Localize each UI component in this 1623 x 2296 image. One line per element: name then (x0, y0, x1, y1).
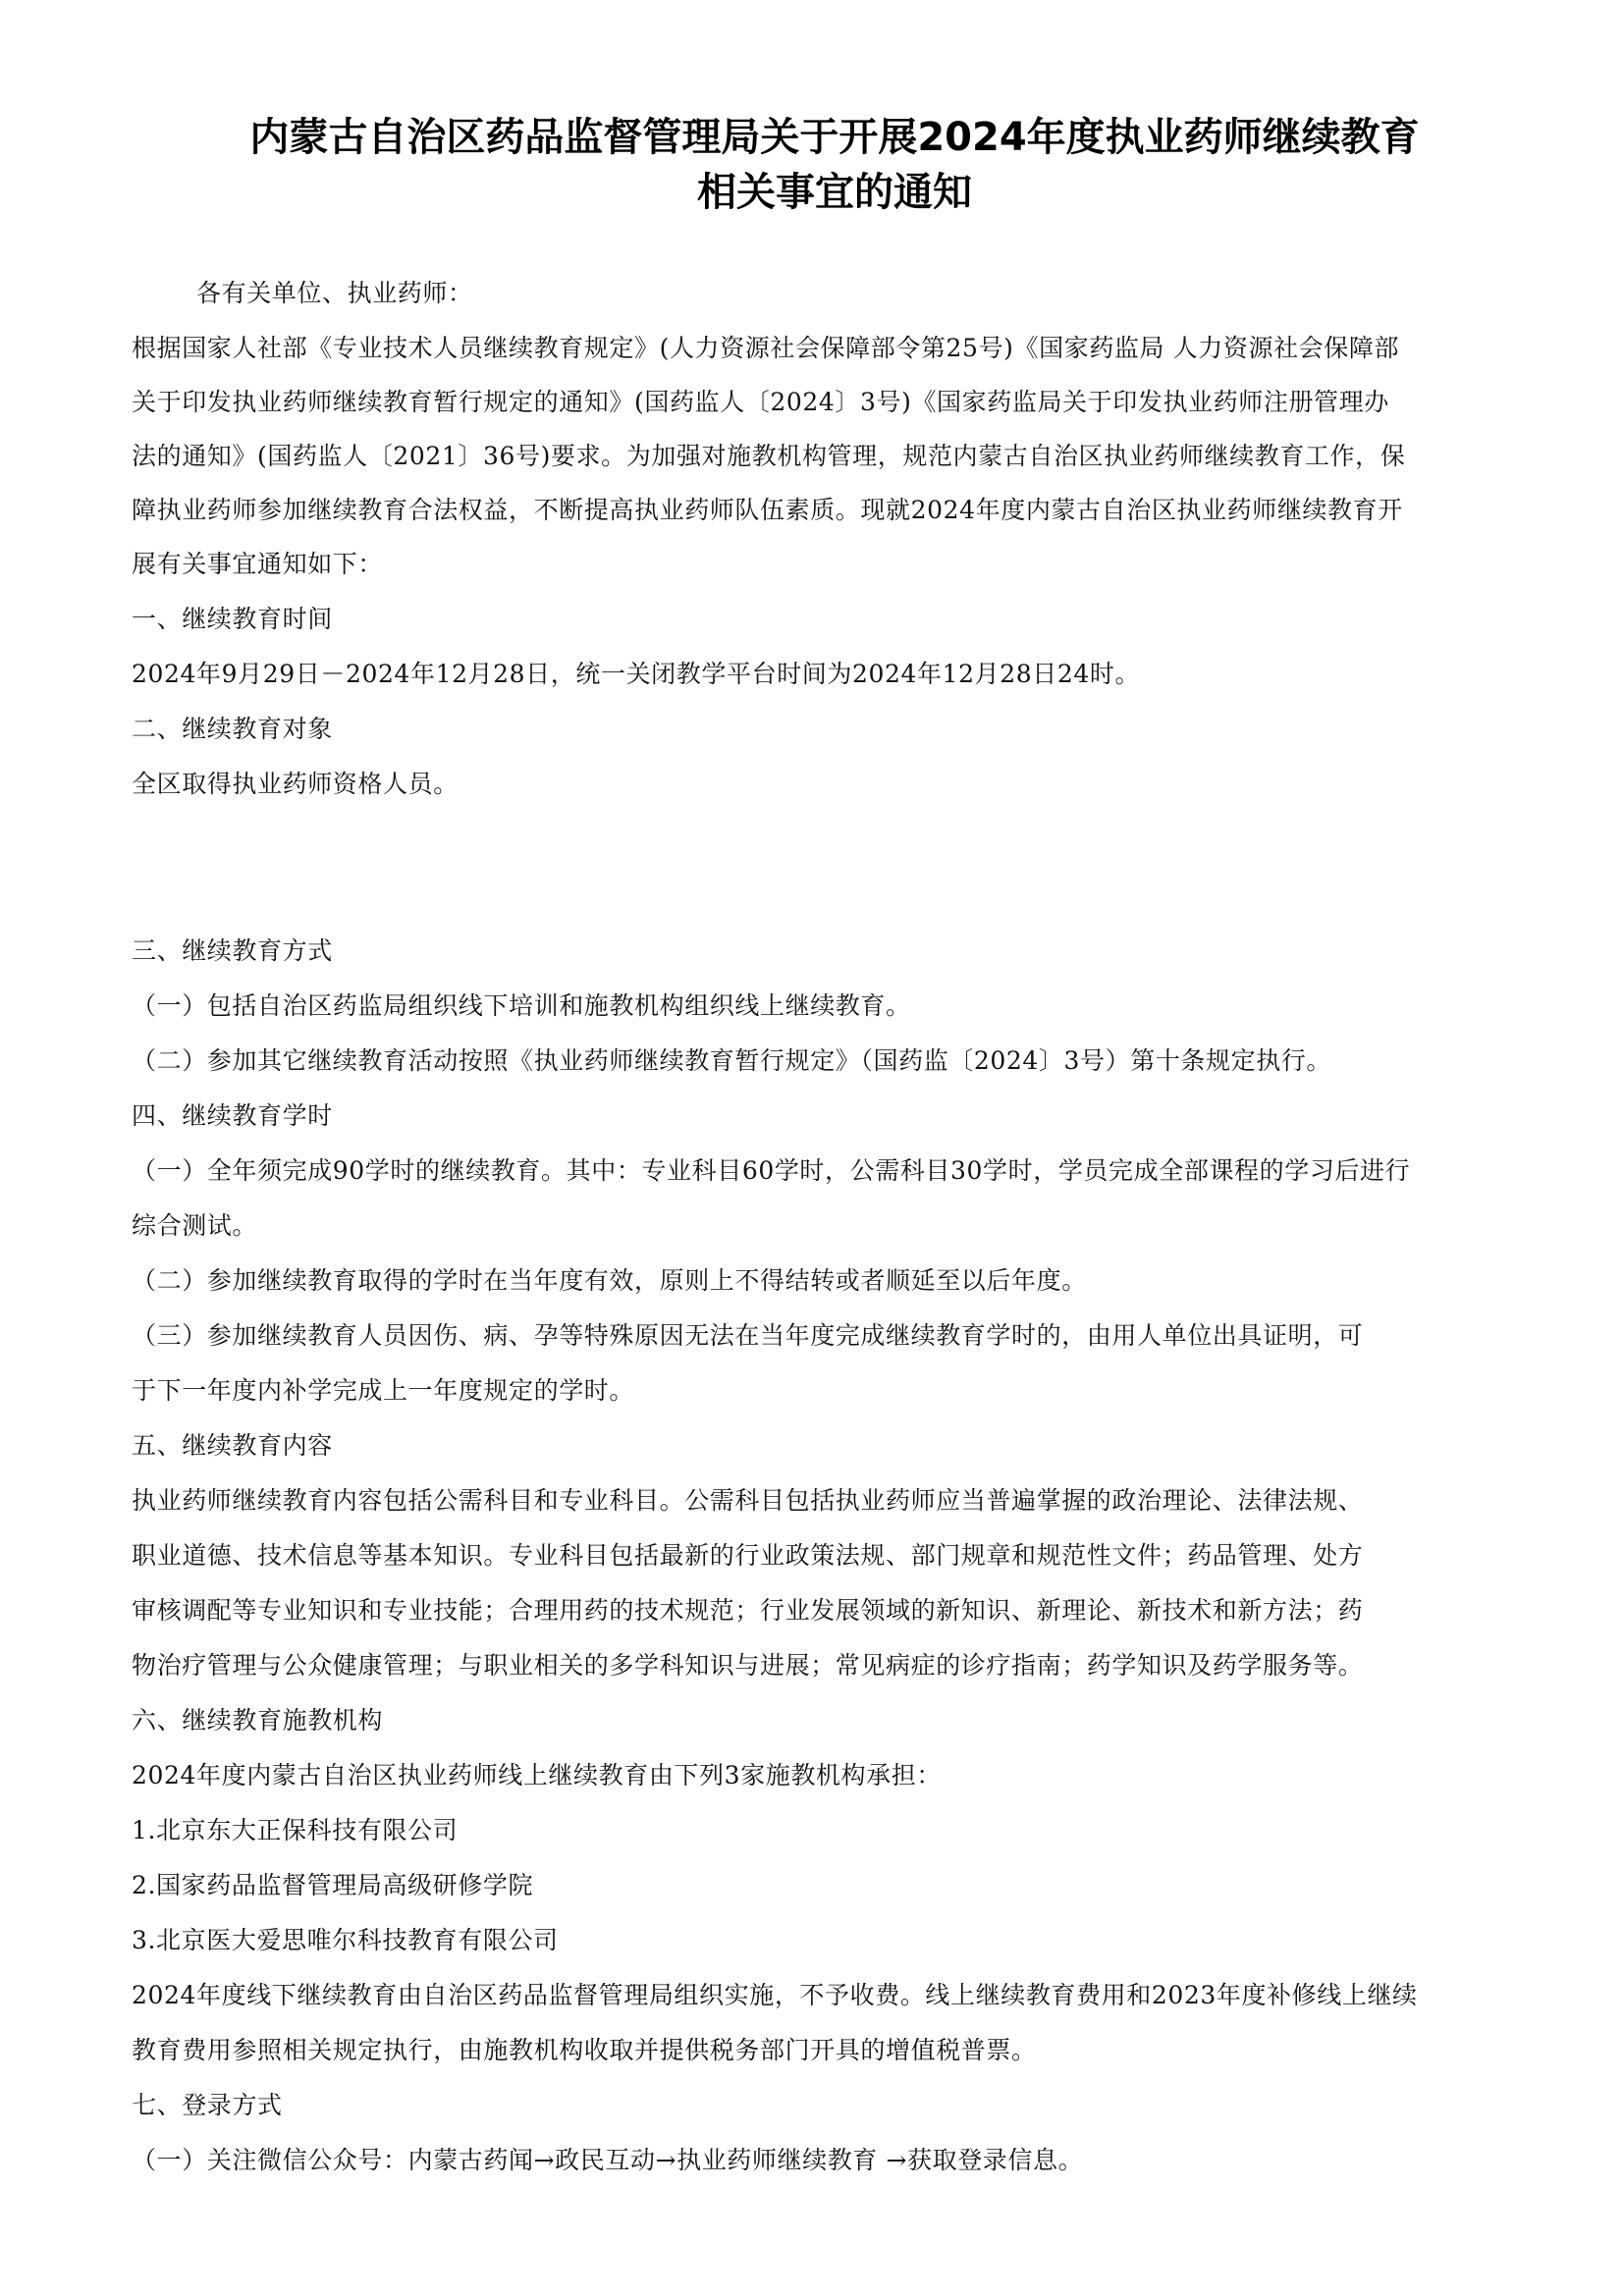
section-body-time: 2024年9月29日－2024年12月28日，统一关闭教学平台时间为2024年12月28日24时。 (132, 660, 1141, 688)
content-line: 职业道德、技术信息等基本知识。专业科目包括最新的行业政策法规、部门规章和规范性文件；药品管理、处方 (132, 1541, 1364, 1570)
method-item: （二）参加其它继续教育活动按照《执业药师继续教育暂行规定》（国药监〔2024〕3号）第十条规定执行。 (132, 1046, 1332, 1075)
salutation: 各有关单位、执业药师： (196, 279, 473, 307)
document-title-line-2: 相关事宜的通知 (697, 170, 972, 215)
fees-line: 教育费用参照相关规定执行，由施教机构收取并提供税务部门开具的增值税普票。 (132, 2036, 1037, 2064)
login-line: （一）关注微信公众号：内蒙古药闻→政民互动→执业药师继续教育 →获取登录信息。 (132, 2146, 1084, 2174)
section-body-target: 全区取得执业药师资格人员。 (132, 770, 459, 798)
section-heading-hours: 四、继续教育学时 (132, 1101, 333, 1130)
intro-line: 法的通知》(国药监人〔2021〕36号)要求。为加强对施教机构管理，规范内蒙古自治区执业药师继续教育工作，保 (132, 442, 1406, 470)
section-heading-time: 一、继续教育时间 (132, 605, 333, 633)
fees-line: 2024年度线下继续教育由自治区药品监督管理局组织实施，不予收费。线上继续教育费用和2023年度补修线上继续 (132, 1981, 1418, 2009)
hours-line: 于下一年度内补学完成上一年度规定的学时。 (132, 1376, 635, 1405)
hours-line: （三）参加继续教育人员因伤、病、孕等特殊原因无法在当年度完成继续教育学时的，由用人单位出具证明，可 (132, 1321, 1364, 1350)
institution-item: 2.国家药品监督管理局高级研修学院 (132, 1871, 534, 1899)
section-heading-institutions: 六、继续教育施教机构 (132, 1706, 384, 1735)
hours-line: （一）全年须完成90学时的继续教育。其中：专业科目60学时，公需科目30学时，学员完成全部课程的学习后进行 (132, 1156, 1411, 1185)
content-line: 物治疗管理与公众健康管理；与职业相关的多学科知识与进展；常见病症的诊疗指南；药学知识及药学服务等。 (132, 1651, 1364, 1680)
section-heading-target: 二、继续教育对象 (132, 715, 333, 743)
intro-line: 关于印发执业药师继续教育暂行规定的通知》(国药监人〔2024〕3号)《国家药监局关于印发执业药师注册管理办 (132, 388, 1389, 416)
section-heading-login: 七、登录方式 (132, 2091, 283, 2119)
method-item: （一）包括自治区药监局组织线下培训和施教机构组织线上继续教育。 (132, 991, 911, 1020)
content-line: 执业药师继续教育内容包括公需科目和专业科目。公需科目包括执业药师应当普遍掌握的政治理论、法律法规、 (132, 1486, 1364, 1515)
section-heading-method: 三、继续教育方式 (132, 936, 333, 965)
institution-item: 3.北京医大爱思唯尔科技教育有限公司 (132, 1926, 559, 1954)
content-line: 审核调配等专业知识和专业技能；合理用药的技术规范；行业发展领域的新知识、新理论、新技术和新方法；药 (132, 1596, 1364, 1625)
intro-line: 根据国家人社部《专业技术人员继续教育规定》(人力资源社会保障部令第25号)《国家药监局 人力资源社会保障部 (132, 334, 1400, 362)
intro-line: 障执业药师参加继续教育合法权益，不断提高执业药师队伍素质。现就2024年度内蒙古自治区执业药师继续教育开 (132, 496, 1403, 524)
document-title-line-1: 内蒙古自治区药品监督管理局关于开展2024年度执业药师继续教育 (249, 115, 1420, 160)
hours-line: （二）参加继续教育取得的学时在当年度有效，原则上不得结转或者顺延至以后年度。 (132, 1266, 1087, 1295)
hours-line: 综合测试。 (132, 1211, 258, 1240)
institution-item: 1.北京东大正保科技有限公司 (132, 1816, 459, 1844)
intro-line: 展有关事宜通知如下： (132, 550, 384, 578)
institutions-line: 2024年度内蒙古自治区执业药师线上继续教育由下列3家施教机构承担： (132, 1761, 942, 1789)
section-heading-content: 五、继续教育内容 (132, 1431, 333, 1460)
